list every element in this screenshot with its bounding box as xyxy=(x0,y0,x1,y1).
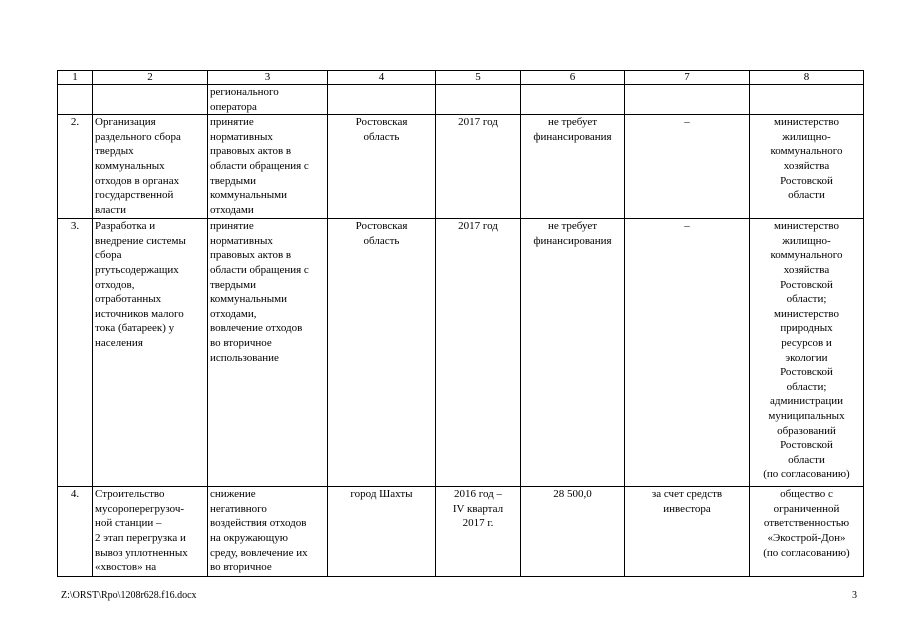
funding-source-cell: – xyxy=(625,219,750,487)
row-number-cell xyxy=(58,85,93,115)
location-cell: город Шахты xyxy=(328,487,436,577)
measure-name-cell: Организация раздельного сбора твердых коммунальных отходов в органах государственной власти xyxy=(93,115,208,219)
funding-amount-cell: 28 500,0 xyxy=(521,487,625,577)
location-cell: Ростовская область xyxy=(328,115,436,219)
period-cell: 2016 год – IV квартал 2017 г. xyxy=(436,487,521,577)
period-cell: 2017 год xyxy=(436,115,521,219)
column-number: 8 xyxy=(750,71,864,85)
funding-amount-cell: не требует финансирования xyxy=(521,115,625,219)
location-cell xyxy=(328,85,436,115)
measure-name-cell: Строительство мусороперегрузоч- ной станции – 2 этап перегрузка и вывоз уплотненных «хвостов» на xyxy=(93,487,208,577)
row-number-cell: 3. xyxy=(58,219,93,487)
responsible-cell: министерство жилищно- коммунального хозяйства Ростовской области xyxy=(750,115,864,219)
funding-source-cell xyxy=(625,85,750,115)
column-number: 7 xyxy=(625,71,750,85)
measure-name-cell xyxy=(93,85,208,115)
expected-result-cell: принятие нормативных правовых актов в области обращения с твердыми коммунальными отходами, вовлечение отходов во вторичное использование xyxy=(208,219,328,487)
measures-table xyxy=(57,70,864,577)
funding-source-cell: за счет средств инвестора xyxy=(625,487,750,577)
responsible-cell xyxy=(750,85,864,115)
responsible-cell: министерство жилищно- коммунального хозяйства Ростовской области; министерство природных ресурсов и экологии Ростовской области; администрации муниципальных образований Ростовской области (по согласованию) xyxy=(750,219,864,487)
period-cell xyxy=(436,85,521,115)
table-row xyxy=(58,115,864,219)
table-header-row xyxy=(58,71,864,85)
expected-result-cell: снижение негативного воздействия отходов на окружающую среду, вовлечение их во вторичное xyxy=(208,487,328,577)
measure-name-cell: Разработка и внедрение системы сбора ртутьсодержащих отходов, отработанных источников малого тока (батареек) у населения xyxy=(93,219,208,487)
table-row xyxy=(58,219,864,487)
column-number: 4 xyxy=(328,71,436,85)
page-number: 3 xyxy=(852,590,857,601)
row-number-cell: 4. xyxy=(58,487,93,577)
funding-amount-cell: не требует финансирования xyxy=(521,219,625,487)
column-number: 3 xyxy=(208,71,328,85)
table-row xyxy=(58,85,864,115)
footer-file-path: Z:\ORST\Rpo\1208r628.f16.docx xyxy=(61,590,197,601)
expected-result-cell: регионального оператора xyxy=(208,85,328,115)
row-number-cell: 2. xyxy=(58,115,93,219)
period-cell: 2017 год xyxy=(436,219,521,487)
funding-amount-cell xyxy=(521,85,625,115)
column-number: 5 xyxy=(436,71,521,85)
column-number: 2 xyxy=(93,71,208,85)
column-number: 1 xyxy=(58,71,93,85)
expected-result-cell: принятие нормативных правовых актов в области обращения с твердыми коммунальными отходами xyxy=(208,115,328,219)
responsible-cell: общество с ограниченной ответственностью «Экострой-Дон» (по согласованию) xyxy=(750,487,864,577)
table-row xyxy=(58,487,864,577)
column-number: 6 xyxy=(521,71,625,85)
location-cell: Ростовская область xyxy=(328,219,436,487)
funding-source-cell: – xyxy=(625,115,750,219)
